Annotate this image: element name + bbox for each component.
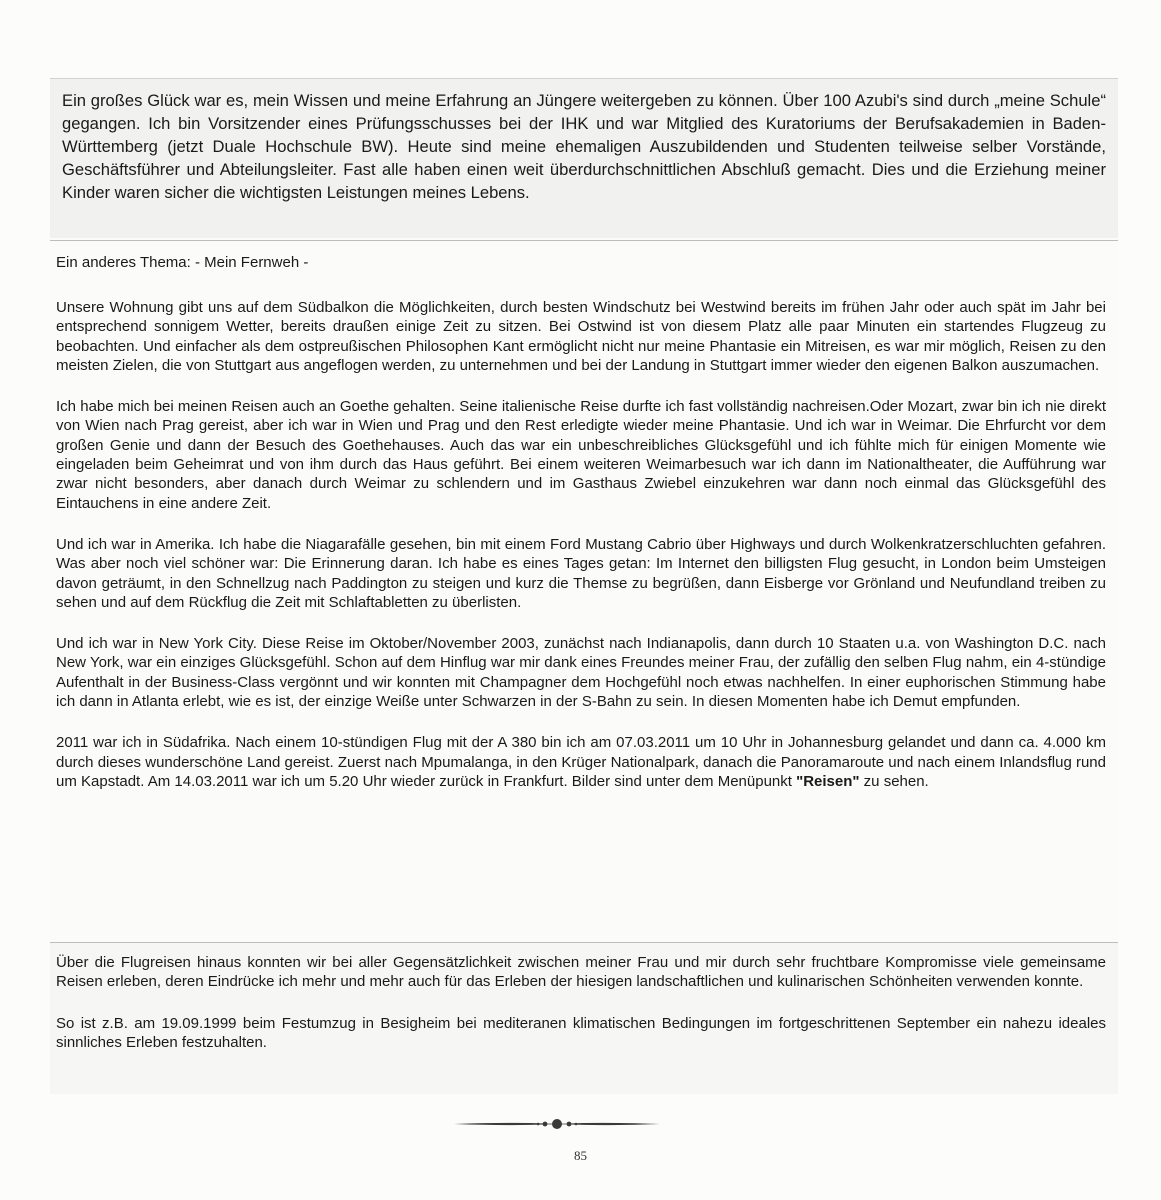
paragraph-america: Und ich war in Amerika. Ich habe die Niagarafälle gesehen, bin mit einem Ford Mustang Cabrio über Highways und durch Wolkenkratzerschluchten gefahren. Was aber noch viel schöner war: Die Erinnerung daran. Ich habe es eines Tages getan: Im Internet den billigsten Flug gesucht, in London beim Umsteigen davon geträumt, in den Schnellzug nach Paddington zu steigen und kurz die Themse zu begrüßen, dann Eisberge vor Grönland und Neufundland treiben zu sehen und auf dem Rückflug die Zeit mit Schlaftabletten zu überlisten. — [56, 535, 1106, 611]
paragraph-goethe: Ich habe mich bei meinen Reisen auch an Goethe gehalten. Seine italienische Reise durfte ich fast vollständig nachreisen.Oder Mozart, zwar bin ich nie direkt von Wien nach Prag gereist, aber ich war in Wien und Prag und den Rest erledigte wieder meine Phantasie. Und ich war in Weimar. Die Ehrfurcht vor dem großen Genie und dann der Besuch des Goethehauses. Auch das war ein unbeschreibliches Glücksgefühl und ich fühlte mich für einigen Momente wie eingeladen beim Geheimrat und von ihm durch das Haus geführt. Bei einem weiteren Weimarbesuch war ich dann im Nationaltheater, die Aufführung war zwar nicht besonders, aber danach durch Weimar zu schlendern und im Gasthaus Zwiebel einzukehren war dann noch einmal das Glücksgefühl des Eintauchens in eine andere Zeit. — [56, 398, 1106, 512]
south-africa-text: 2011 war ich in Südafrika. Nach einem 10-stündigen Flug mit der A 380 bin ich am 07.03.2011 um 10 Uhr in Johannesburg gelandet und dann ca. 4.000 km durch dieses wunderschöne Land gereist. Zuerst nach Mpumalanga, in den Krüger Nationalpark, danach die Panoramaroute und nach einem Inlandsflug rund um Kapstadt. Am 14.03.2011 war ich um 5.20 Uhr wieder zurück in Frankfurt. Bilder sind unter dem Menüpunkt — [56, 734, 1106, 790]
paragraph-south-africa — [56, 733, 1106, 791]
flourish-divider-icon — [452, 1114, 662, 1134]
page-number: 85 — [574, 1148, 587, 1163]
travel-section — [50, 240, 1118, 940]
paragraph-besigheim: So ist z.B. am 19.09.1999 beim Festumzug in Besigheim bei mediteranen klimatischen Bedingungen im fortgeschrittenen September ein nahezu ideales sinnliches Erleben festzuhalten. — [56, 1014, 1106, 1051]
reisen-menu-reference: "Reisen" — [796, 772, 860, 790]
paragraph-balcony: Unsere Wohnung gibt uns auf dem Südbalkon die Möglichkeiten, durch besten Windschutz bei Westwind bereits im frühen Jahr oder auch spät im Jahr bei entsprechend sonnigem Wetter, bereits draußen einige Zeit zu sitzen. Bei Ostwind ist von diesem Platz alle paar Minuten ein startendes Flugzeug zu beobachten. Und einfacher als dem ostpreußischen Philosophen Kant ermöglicht nicht nur meine Phantasie ein Mitreisen, es war mir möglich, Reisen zu den meisten Zielen, die von Stuttgart aus angeflogen werden, zu unternehmen und bei der Landung in Stuttgart immer wieder den eigenen Balkon auszumachen. — [56, 299, 1106, 374]
paragraph-new-york: Und ich war in New York City. Diese Reise im Oktober/November 2003, zunächst nach Indianapolis, dann durch 10 Staaten u.a. von Washington D.C. nach New York, war ein einziges Glücksgefühl. Schon auf dem Hinflug war mir dank eines Freundes meiner Frau, der zufällig den selben Flug nahm, ein 4-stündige Aufenthalt in der Business-Class vergönnt und wir konnten mit Champagner dem Hochgefühl noch etwas nachhelfen. In einer euphorischen Stimmung habe ich dann in Atlanta erlebt, wie es ist, der einzige Weiße unter Schwarzen in der S-Bahn zu sein. In diesen Momenten habe ich Demut empfunden. — [56, 635, 1106, 711]
intro-paragraph: Ein großes Glück war es, mein Wissen und meine Erfahrung an Jüngere weitergeben zu können. Über 100 Azubi's sind durch „meine Schule“ gegangen. Ich bin Vorsitzender eines Prüfungsschusses bei der IHK und war Mitglied des Kuratoriums der Berufsakademien in Baden-Württemberg (jetzt Duale Hochschule BW). Heute sind meine ehemaligen Auszubildenden und Studenten teilweise selber Vorstände, Geschäftsführer und Abteilungsleiter. Fast alle haben einen weit überdurchschnittlichen Abschluß gemacht. Dies und die Erziehung meiner Kinder waren sicher die wichtigsten Leistungen meines Lebens. — [62, 91, 1106, 202]
south-africa-tail: zu sehen. — [859, 772, 929, 790]
paragraph-compromise: Über die Flugreisen hinaus konnten wir bei aller Gegensätzlichkeit zwischen meiner Frau und mir durch sehr fruchtbare Kompromisse viele gemeinsame Reisen erleben, deren Eindrücke ich mehr und mehr auch für das Erleben der hiesigen landschaftlichen und kulinarischen Schönheiten verwenden konnte. — [56, 954, 1106, 991]
section-heading: Ein anderes Thema: - Mein Fernweh - — [56, 254, 309, 271]
closing-block — [50, 942, 1118, 1094]
intro-block — [50, 78, 1118, 238]
